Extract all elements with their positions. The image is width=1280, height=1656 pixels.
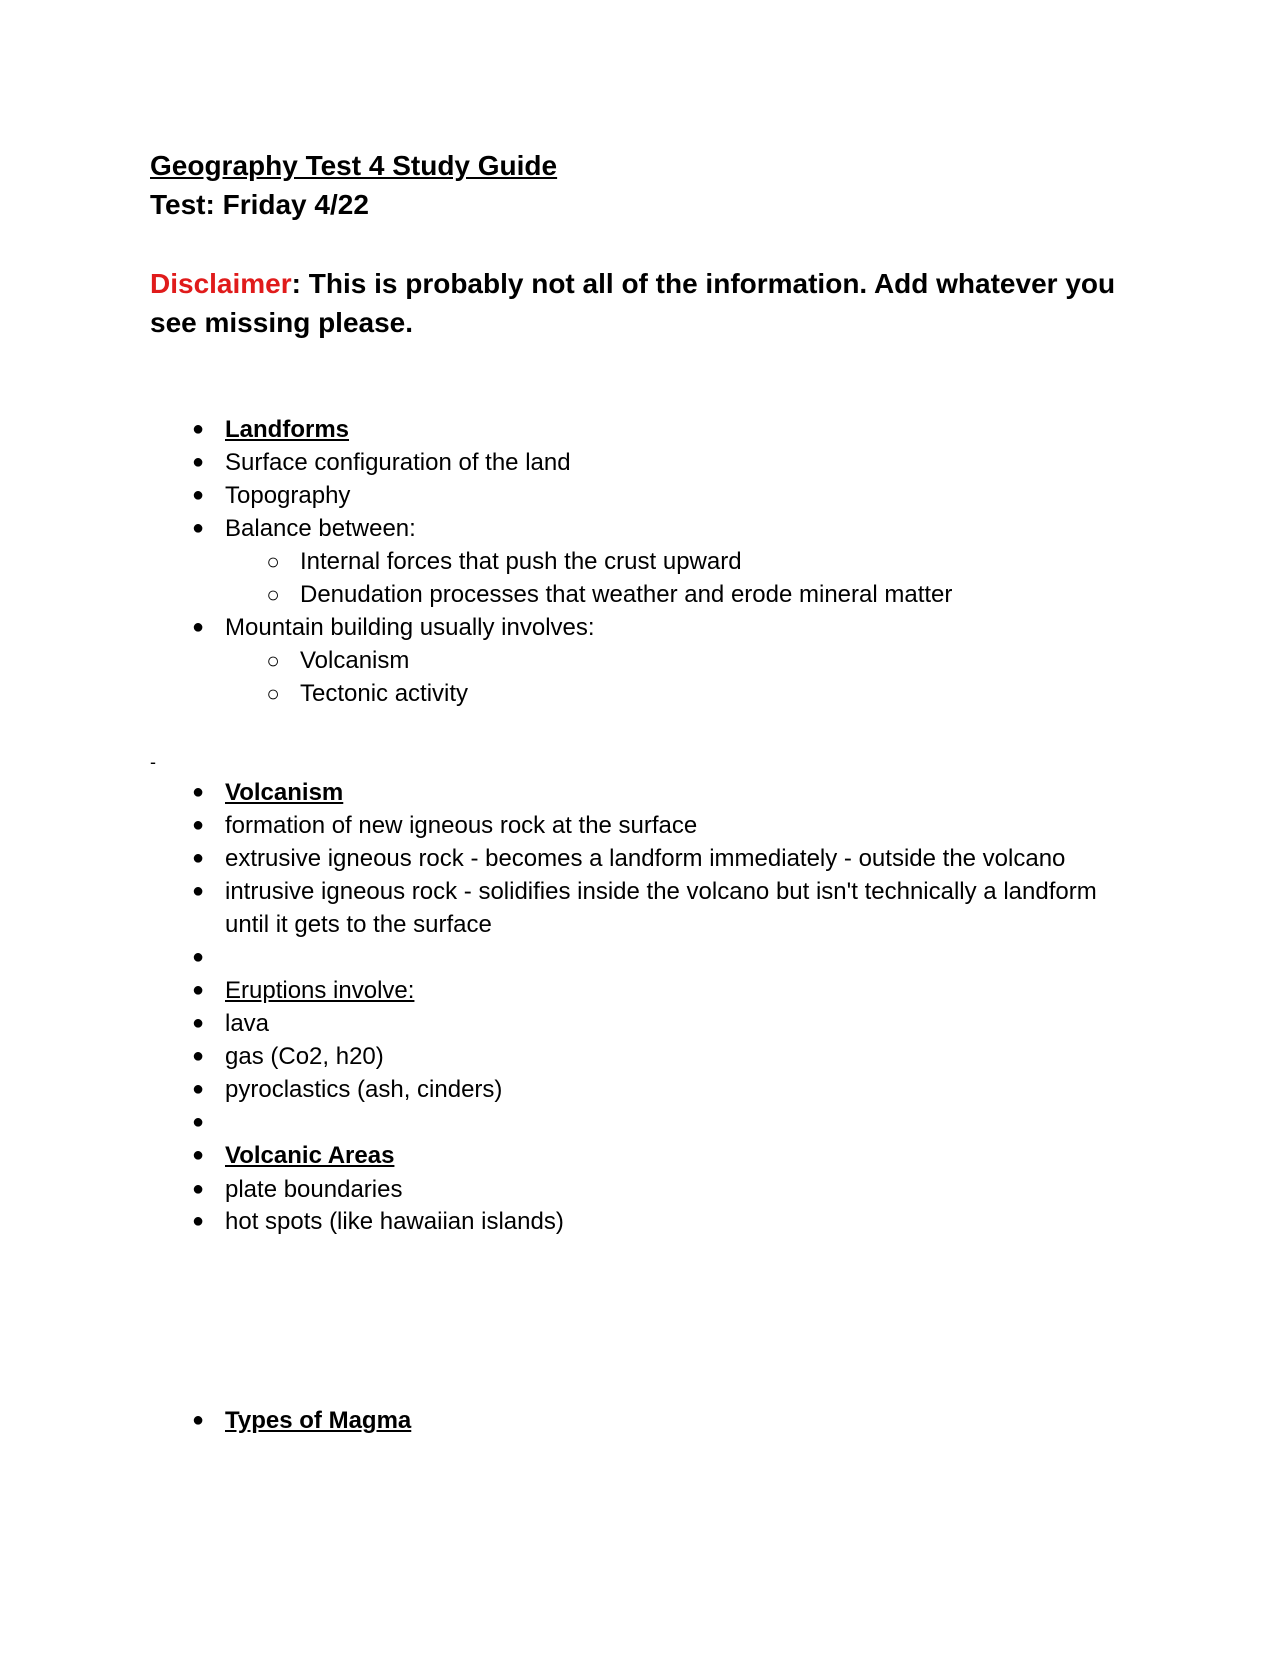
sub-list-item-text: Denudation processes that weather and erode mineral matter (300, 581, 953, 608)
bullet-icon: ● (191, 979, 205, 1001)
list-item (191, 1075, 503, 1104)
list-item (191, 448, 571, 477)
bullet-icon: ● (191, 880, 205, 902)
hollow-bullet-icon: ○ (266, 582, 280, 607)
magma-heading-item (191, 1406, 412, 1435)
landforms-heading-item (191, 415, 350, 444)
sub-list-item (266, 547, 742, 576)
bullet-icon: ● (191, 1012, 205, 1034)
disclaimer-label: Disclaimer (150, 268, 292, 299)
bullet-icon: ● (191, 1178, 205, 1200)
disclaimer (150, 264, 1140, 342)
bullet-icon: ● (191, 418, 205, 440)
eruptions-heading: Eruptions involve: (225, 977, 415, 1004)
list-item-text: Mountain building usually involves: (225, 614, 595, 641)
sub-list-item (266, 679, 469, 708)
bullet-icon: ● (191, 1210, 205, 1232)
list-item-text: Topography (225, 482, 351, 509)
volcanism-heading: Volcanism (225, 779, 344, 806)
hollow-bullet-icon: ○ (266, 681, 280, 706)
list-item-text: gas (Co2, h20) (225, 1043, 384, 1070)
bullet-icon: ● (191, 616, 205, 638)
bullet-icon: ● (191, 1078, 205, 1100)
document-title: Geography Test 4 Study Guide (150, 150, 558, 181)
list-item (191, 1042, 384, 1071)
list-item (191, 613, 595, 642)
bullet-icon: ● (191, 451, 205, 473)
bullet-icon: ● (191, 946, 205, 968)
separator-dash: - (150, 752, 156, 772)
sub-list-item-text: Tectonic activity (300, 680, 469, 707)
list-item-text: extrusive igneous rock - becomes a landform immediately - outside the volcano (225, 845, 1066, 872)
bullet-icon: ● (191, 517, 205, 539)
list-item-text: pyroclastics (ash, cinders) (225, 1076, 503, 1103)
bullet-icon: ● (191, 814, 205, 836)
list-item (191, 844, 1066, 873)
list-item (191, 811, 698, 840)
list-item (191, 1009, 270, 1038)
bullet-icon: ● (191, 847, 205, 869)
eruptions-heading-item (191, 976, 415, 1005)
list-item-text: plate boundaries (225, 1176, 403, 1203)
volcanic-areas-heading: Volcanic Areas (225, 1142, 395, 1169)
hollow-bullet-icon: ○ (266, 549, 280, 574)
list-item (191, 875, 1125, 941)
list-item (191, 481, 351, 510)
list-item (191, 1207, 564, 1236)
bullet-icon: ● (191, 1144, 205, 1166)
volcanism-heading-item (191, 778, 344, 807)
bullet-icon: ● (191, 1111, 205, 1133)
landforms-heading: Landforms (225, 416, 350, 443)
volcanic-areas-heading-item (191, 1141, 395, 1170)
list-item-text: lava (225, 1010, 270, 1037)
list-item-text: formation of new igneous rock at the surface (225, 812, 698, 839)
sub-list-item (266, 646, 410, 675)
disclaimer-text: : This is probably not all of the information. Add whatever you see missing please. (150, 268, 1116, 338)
list-item-text: hot spots (like hawaiian islands) (225, 1208, 564, 1235)
sub-list-item (266, 580, 953, 609)
bullet-icon: ● (191, 1045, 205, 1067)
list-item-text: Balance between: (225, 515, 416, 542)
magma-heading: Types of Magma (225, 1407, 412, 1434)
sub-list-item-text: Internal forces that push the crust upward (300, 548, 742, 575)
list-item-text: Surface configuration of the land (225, 449, 571, 476)
sub-list-item-text: Volcanism (300, 647, 410, 674)
list-item (191, 514, 416, 543)
bullet-icon: ● (191, 484, 205, 506)
list-item-text: intrusive igneous rock - solidifies inside the volcano but isn't technically a landform until it gets to the surface (225, 878, 1097, 938)
list-item (191, 1175, 403, 1204)
hollow-bullet-icon: ○ (266, 648, 280, 673)
bullet-icon: ● (191, 1409, 205, 1431)
bullet-icon: ● (191, 781, 205, 803)
test-date: Test: Friday 4/22 (150, 189, 369, 220)
